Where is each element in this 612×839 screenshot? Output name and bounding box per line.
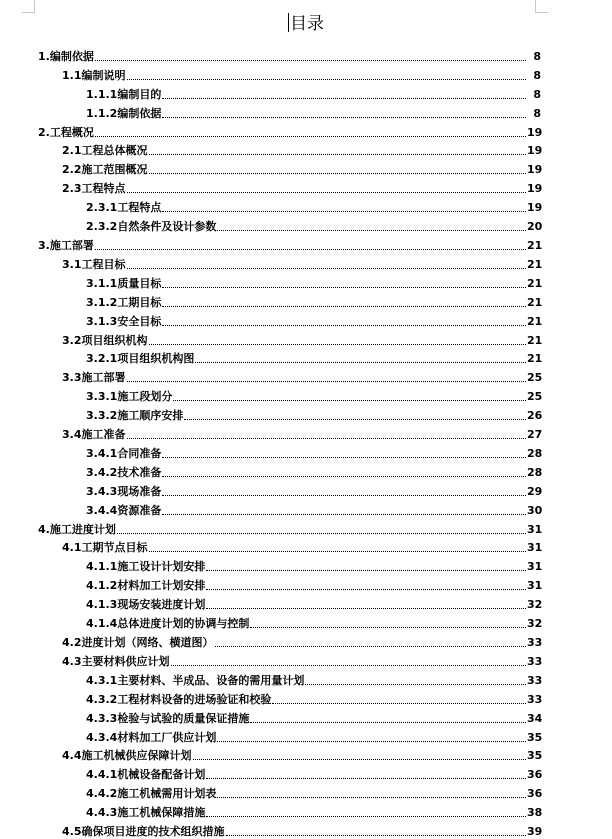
toc-entry[interactable] — [0, 291, 612, 310]
toc-entry-page-number: 32 — [527, 598, 543, 612]
toc-dot-leader — [162, 98, 526, 99]
toc-entry-label: 1.1.1编制目的 — [86, 87, 162, 101]
toc-dot-leader — [206, 589, 526, 590]
toc-entry-page-number: 29 — [527, 484, 543, 498]
table-of-contents — [0, 45, 612, 839]
toc-dot-leader — [162, 325, 526, 326]
toc-entry-page-number: 21 — [527, 295, 543, 309]
toc-entry-page-number: 19 — [527, 163, 543, 177]
toc-entry-page-number: 30 — [527, 503, 543, 517]
toc-dot-leader — [162, 117, 526, 118]
toc-entry-page-number: 19 — [527, 201, 543, 215]
toc-dot-leader — [217, 797, 526, 798]
toc-entry-page-number: 19 — [527, 182, 543, 196]
toc-entry-label: 3.1.2工期目标 — [86, 295, 162, 309]
toc-dot-leader — [162, 287, 526, 288]
toc-dot-leader — [217, 230, 526, 231]
toc-entry-label: 4.4.2施工机械需用计划表 — [86, 787, 217, 801]
toc-title — [0, 12, 612, 36]
toc-entry-label: 2.3.2自然条件及设计参数 — [86, 220, 217, 234]
toc-entry[interactable] — [0, 782, 612, 801]
toc-entry[interactable] — [0, 593, 612, 612]
toc-entry-label: 2.3工程特点 — [62, 182, 126, 196]
toc-dot-leader — [127, 79, 527, 80]
toc-entry-label: 4.1工期节点目标 — [62, 541, 148, 555]
toc-dot-leader — [127, 192, 527, 193]
toc-entry[interactable] — [0, 669, 612, 688]
toc-dot-leader — [206, 608, 526, 609]
toc-dot-leader — [162, 514, 526, 515]
toc-entry-page-number: 33 — [527, 673, 543, 687]
toc-entry[interactable] — [0, 423, 612, 442]
toc-entry-page-number: 21 — [527, 333, 543, 347]
toc-entry-label: 4.3主要材料供应计划 — [62, 654, 170, 668]
toc-entry-page-number: 20 — [527, 220, 543, 234]
toc-entry[interactable] — [0, 650, 612, 669]
toc-entry[interactable] — [0, 234, 612, 253]
toc-entry-page-number: 21 — [527, 276, 543, 290]
toc-dot-leader — [171, 665, 527, 666]
toc-entry[interactable] — [0, 253, 612, 272]
toc-entry[interactable] — [0, 688, 612, 707]
toc-entry-label: 4.2进度计划（网络、横道图） — [62, 636, 214, 649]
toc-entry-page-number: 19 — [527, 125, 543, 139]
toc-dot-leader — [162, 495, 526, 496]
toc-entry-label: 3.3.2施工顺序安排 — [86, 409, 184, 423]
toc-entry-label: 3.2.1项目组织机构图 — [86, 352, 195, 366]
toc-entry[interactable] — [0, 801, 612, 820]
toc-entry-page-number: 28 — [527, 446, 543, 460]
toc-dot-leader — [149, 173, 527, 174]
toc-entry[interactable] — [0, 102, 612, 121]
toc-entry-page-number: 33 — [527, 636, 543, 649]
toc-entry-page-number: 28 — [527, 465, 543, 479]
toc-entry-label: 4.3.1主要材料、半成品、设备的需用量计划 — [86, 673, 305, 687]
toc-entry-page-number: 8 — [533, 106, 541, 120]
toc-entry-page-number: 39 — [527, 825, 543, 839]
toc-entry[interactable] — [0, 310, 612, 329]
toc-entry-label: 3.1工程目标 — [62, 257, 126, 271]
toc-entry-label: 3.4施工准备 — [62, 428, 126, 442]
toc-entry-label: 4.3.3检验与试验的质量保证措施 — [86, 711, 250, 725]
toc-dot-leader — [250, 722, 526, 723]
toc-entry[interactable] — [0, 366, 612, 385]
toc-entry-page-number: 21 — [527, 352, 543, 366]
toc-dot-leader — [149, 551, 527, 552]
toc-entry-page-number: 35 — [527, 730, 543, 744]
toc-dot-leader — [149, 154, 527, 155]
toc-entry-page-number: 31 — [527, 560, 543, 574]
toc-entry-page-number: 36 — [527, 768, 543, 782]
toc-entry-page-number: 8 — [533, 87, 541, 101]
toc-dot-leader — [95, 136, 526, 137]
toc-entry[interactable] — [0, 215, 612, 234]
toc-entry[interactable] — [0, 45, 612, 64]
toc-dot-leader — [149, 344, 527, 345]
toc-entry[interactable] — [0, 820, 612, 839]
toc-entry-page-number: 31 — [527, 579, 543, 593]
toc-dot-leader — [162, 211, 526, 212]
toc-entry-label: 3.1.1质量目标 — [86, 276, 162, 290]
toc-entry-label: 4.施工进度计划 — [38, 522, 116, 536]
toc-entry-label: 2.2施工范围概况 — [62, 163, 148, 177]
toc-entry-page-number: 26 — [527, 409, 543, 423]
toc-entry-page-number: 32 — [527, 617, 543, 631]
toc-entry-page-number: 33 — [527, 692, 543, 706]
toc-entry[interactable] — [0, 442, 612, 461]
toc-entry[interactable] — [0, 404, 612, 423]
toc-dot-leader — [162, 476, 526, 477]
toc-entry-label: 4.1.3现场安装进度计划 — [86, 598, 206, 612]
toc-entry-label: 2.1工程总体概况 — [62, 144, 148, 158]
toc-entry-label: 4.1.4总体进度计划的协调与控制 — [86, 617, 250, 631]
toc-entry-label: 3.2项目组织机构 — [62, 333, 148, 347]
toc-dot-leader — [305, 684, 526, 685]
toc-dot-leader — [127, 438, 527, 439]
toc-entry-label: 4.5确保项目进度的技术组织措施 — [62, 825, 225, 839]
toc-entry[interactable] — [0, 726, 612, 745]
toc-entry[interactable] — [0, 555, 612, 574]
toc-entry[interactable] — [0, 140, 612, 159]
toc-dot-leader — [162, 457, 526, 458]
toc-entry-page-number: 31 — [527, 541, 543, 555]
toc-dot-leader — [117, 533, 526, 534]
toc-entry-label: 4.1.2材料加工计划安排 — [86, 579, 206, 593]
toc-entry-label: 2.3.1工程特点 — [86, 201, 162, 215]
toc-entry-label: 3.施工部署 — [38, 238, 94, 252]
toc-entry-label: 4.4.3施工机械保障措施 — [86, 806, 206, 820]
toc-dot-leader — [206, 778, 526, 779]
toc-entry[interactable] — [0, 574, 612, 593]
toc-entry-label: 3.3施工部署 — [62, 371, 126, 385]
toc-entry[interactable] — [0, 158, 612, 177]
toc-title-text: 目录 — [290, 14, 324, 34]
toc-entry-page-number: 19 — [527, 144, 543, 158]
toc-dot-leader — [127, 381, 527, 382]
toc-entry[interactable] — [0, 177, 612, 196]
toc-entry[interactable] — [0, 461, 612, 480]
toc-entry[interactable] — [0, 83, 612, 102]
toc-dot-leader — [215, 646, 527, 647]
toc-entry[interactable] — [0, 612, 612, 631]
toc-entry-label: 4.4施工机械供应保障计划 — [62, 749, 192, 763]
toc-entry-label: 3.4.4资源准备 — [86, 503, 162, 517]
toc-entry[interactable] — [0, 480, 612, 499]
toc-entry[interactable] — [0, 707, 612, 726]
toc-entry-label: 4.3.4材料加工厂供应计划 — [86, 730, 217, 744]
toc-entry-label: 1.编制依据 — [38, 49, 94, 63]
text-cursor — [288, 13, 289, 32]
toc-dot-leader — [206, 816, 526, 817]
toc-entry[interactable] — [0, 763, 612, 782]
toc-entry[interactable] — [0, 348, 612, 367]
toc-entry-page-number: 25 — [527, 390, 543, 404]
toc-entry-page-number: 38 — [527, 806, 543, 820]
toc-entry[interactable] — [0, 385, 612, 404]
toc-entry-page-number: 21 — [527, 314, 543, 328]
toc-entry-page-number: 25 — [527, 371, 543, 385]
toc-dot-leader — [195, 362, 526, 363]
toc-entry[interactable] — [0, 518, 612, 537]
toc-dot-leader — [217, 741, 526, 742]
toc-dot-leader — [193, 759, 527, 760]
toc-entry-page-number: 27 — [527, 428, 543, 442]
toc-entry[interactable] — [0, 745, 612, 764]
toc-entry-page-number: 31 — [527, 522, 543, 536]
toc-dot-leader — [206, 570, 526, 571]
toc-dot-leader — [250, 627, 526, 628]
toc-entry-page-number: 33 — [527, 654, 543, 668]
toc-entry-label: 4.1.1施工设计计划安排 — [86, 560, 206, 574]
toc-entry[interactable] — [0, 329, 612, 348]
toc-entry[interactable] — [0, 537, 612, 556]
toc-entry-page-number: 36 — [527, 787, 543, 801]
toc-dot-leader — [184, 419, 526, 420]
toc-entry[interactable] — [0, 196, 612, 215]
toc-entry-page-number: 35 — [527, 749, 543, 763]
toc-dot-leader — [127, 268, 527, 269]
toc-dot-leader — [173, 400, 526, 401]
toc-entry[interactable] — [0, 499, 612, 518]
toc-entry-label: 3.4.2技术准备 — [86, 465, 162, 479]
toc-entry-page-number: 34 — [527, 711, 543, 725]
toc-entry-page-number: 8 — [533, 68, 541, 82]
toc-entry-label: 3.4.3现场准备 — [86, 484, 162, 498]
toc-dot-leader — [162, 306, 526, 307]
toc-entry-label: 1.1.2编制依据 — [86, 106, 162, 120]
toc-entry-label: 1.1编制说明 — [62, 68, 126, 82]
toc-entry-label: 3.1.3安全目标 — [86, 314, 162, 328]
toc-entry-label: 3.3.1施工段划分 — [86, 390, 173, 404]
toc-dot-leader — [95, 60, 526, 61]
toc-entry-label: 2.工程概况 — [38, 125, 94, 139]
toc-entry-label: 4.3.2工程材料设备的进场验证和校验 — [86, 692, 272, 706]
toc-entry-page-number: 21 — [527, 238, 543, 252]
toc-entry[interactable] — [0, 631, 612, 650]
toc-entry[interactable] — [0, 121, 612, 140]
toc-entry-page-number: 8 — [533, 49, 541, 63]
toc-entry-label: 4.4.1机械设备配备计划 — [86, 768, 206, 782]
toc-dot-leader — [95, 249, 526, 250]
toc-entry[interactable] — [0, 64, 612, 83]
toc-dot-leader — [272, 703, 526, 704]
toc-entry[interactable] — [0, 272, 612, 291]
toc-entry-label: 3.4.1合同准备 — [86, 446, 162, 460]
toc-entry-page-number: 21 — [527, 257, 543, 271]
